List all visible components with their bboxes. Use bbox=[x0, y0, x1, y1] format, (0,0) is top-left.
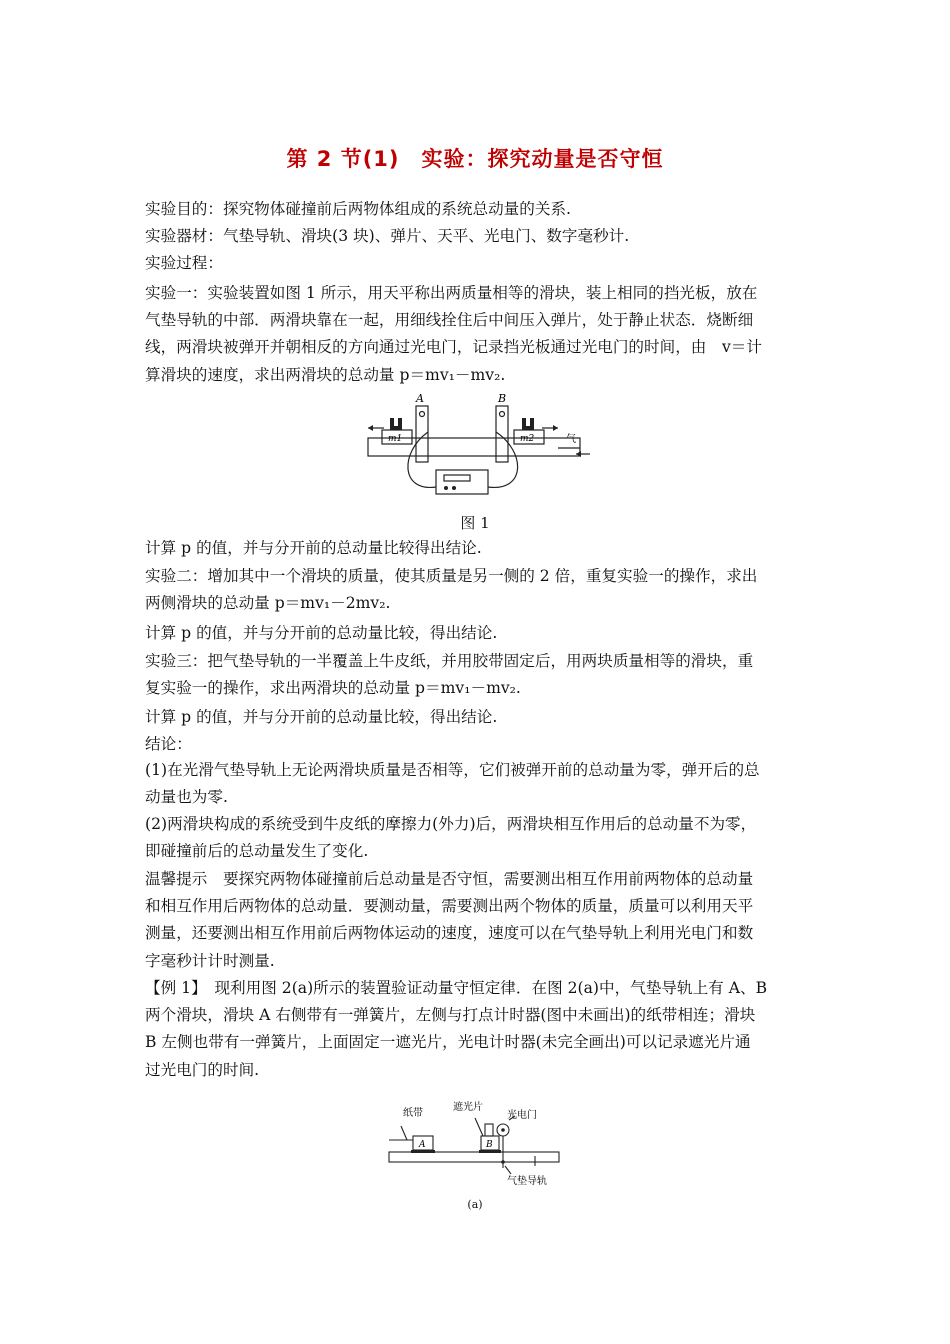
experiment-3-paragraph bbox=[145, 648, 805, 702]
figure-1-caption: 图 1 bbox=[460, 514, 490, 532]
example-1-paragraph bbox=[145, 975, 805, 1084]
exp3-line: 实验三：把气垫导轨的一半覆盖上牛皮纸，并用胶带固定后，用两块质量相等的滑块，重 bbox=[145, 652, 754, 670]
fig2-air-track-label: 气垫导轨 bbox=[507, 1176, 547, 1187]
equipment-text: 实验器材：气垫导轨、滑块(3 块)、弹片、天平、光电门、数字毫秒计. bbox=[145, 227, 630, 245]
shutter-plate bbox=[485, 1124, 493, 1136]
conclusion1-line: (1)在光滑气垫导轨上无论两滑块质量是否相等，它们被弹开前的总动量为零，弹开后的总 bbox=[145, 761, 760, 779]
figure-2a-caption: (a) bbox=[467, 1198, 483, 1211]
example1-line: B 左侧也带有一弹簧片，上面固定一遮光片，光电计时器(未完全画出)可以记录遮光片通 bbox=[145, 1033, 751, 1052]
conclusion2-line: (2)两滑块构成的系统受到牛皮纸的摩擦力(外力)后，两滑块相互作用后的总动量不为零， bbox=[145, 815, 757, 833]
example1-line: 过光电门的时间. bbox=[145, 1060, 260, 1079]
fig2-paper-tape-label: 纸带 bbox=[403, 1108, 423, 1119]
experiment-2-paragraph bbox=[145, 563, 805, 617]
fig1-label-b: B bbox=[498, 392, 507, 405]
tip-line: 和相互作用后两物体的总动量．要测动量，需要测出两个物体的质量，质量可以利用天平 bbox=[145, 897, 754, 916]
fig1-m1-label: m1 bbox=[388, 434, 403, 444]
conclusion-label: 结论： bbox=[145, 735, 192, 753]
example1-line: 两个滑块，滑块 A 右侧带有一弹簧片，左侧与打点计时器(图中未画出)的纸带相连；滑块 bbox=[145, 1006, 756, 1025]
fig2-block-b-label: B bbox=[486, 1140, 493, 1150]
figure-1-diagram bbox=[360, 392, 590, 508]
conclusion-2-paragraph bbox=[145, 811, 805, 865]
exp2-line: 两侧滑块的总动量 p＝mv₁－2mv₂. bbox=[145, 594, 391, 613]
fig1-label-a: A bbox=[416, 392, 424, 405]
example1-line: 【例 1】 现利用图 2(a)所示的装置验证动量守恒定律．在图 2(a)中，气垫导轨上有 A、B bbox=[145, 979, 768, 997]
figure-2a-diagram bbox=[385, 1096, 565, 1196]
fig2-shutter-label: 遮光片 bbox=[453, 1102, 483, 1113]
exp1-line: 线，两滑块被弹开并朝相反的方向通过光电门，记录挡光板通过光电门的时间，由 v＝计 bbox=[145, 338, 762, 357]
exp1-calc-text: 计算 p 的值，并与分开前的总动量比较得出结论. bbox=[145, 539, 482, 557]
exp1-line: 算滑块的速度，求出两滑块的总动量 p＝mv₁－mv₂. bbox=[145, 365, 506, 384]
tip-line: 字毫秒计计时测量. bbox=[145, 951, 275, 970]
fig1-m2-label: m2 bbox=[520, 434, 535, 444]
photogate-b bbox=[496, 406, 508, 462]
conclusion-1-paragraph bbox=[145, 757, 805, 811]
air-track bbox=[389, 1152, 559, 1162]
exp1-line: 实验一：实验装置如图 1 所示，用天平称出两质量相等的滑块，装上相同的挡光板，放在 bbox=[145, 284, 758, 302]
tip-paragraph bbox=[145, 866, 805, 975]
tip-line: 测量，还要测出相互作用前后两物体运动的速度，速度可以在气垫导轨上利用光电门和数 bbox=[145, 924, 754, 943]
experiment-1-paragraph bbox=[145, 280, 805, 389]
exp2-line: 实验二：增加其中一个滑块的质量，使其质量是另一侧的 2 倍，重复实验一的操作，求出 bbox=[145, 567, 758, 585]
conclusion2-line: 即碰撞前后的总动量发生了变化. bbox=[145, 842, 369, 861]
exp2-calc-text: 计算 p 的值，并与分开前的总动量比较，得出结论. bbox=[145, 624, 498, 642]
fig1-air-label: 气 bbox=[566, 434, 576, 445]
exp3-calc-text: 计算 p 的值，并与分开前的总动量比较，得出结论. bbox=[145, 708, 498, 726]
millisecond-timer bbox=[436, 470, 488, 494]
page-title: 第 2 节(1) 实验：探究动量是否守恒 bbox=[286, 147, 664, 171]
fig2-block-a-label: A bbox=[419, 1140, 426, 1150]
exp3-line: 复实验一的操作，求出两滑块的总动量 p＝mv₁－mv₂. bbox=[145, 679, 521, 698]
fig2-photogate-label: 光电门 bbox=[507, 1110, 537, 1121]
conclusion1-line: 动量也为零. bbox=[145, 788, 228, 807]
exp1-line: 气垫导轨的中部．两滑块靠在一起，用细线拴住后中间压入弹片，处于静止状态．烧断细 bbox=[145, 311, 754, 330]
tip-line: 温馨提示 要探究两物体碰撞前后总动量是否守恒，需要测出相互作用前两物体的总动量 bbox=[145, 870, 754, 888]
process-label: 实验过程： bbox=[145, 254, 223, 272]
purpose-text: 实验目的：探究物体碰撞前后两物体组成的系统总动量的关系. bbox=[145, 200, 571, 218]
